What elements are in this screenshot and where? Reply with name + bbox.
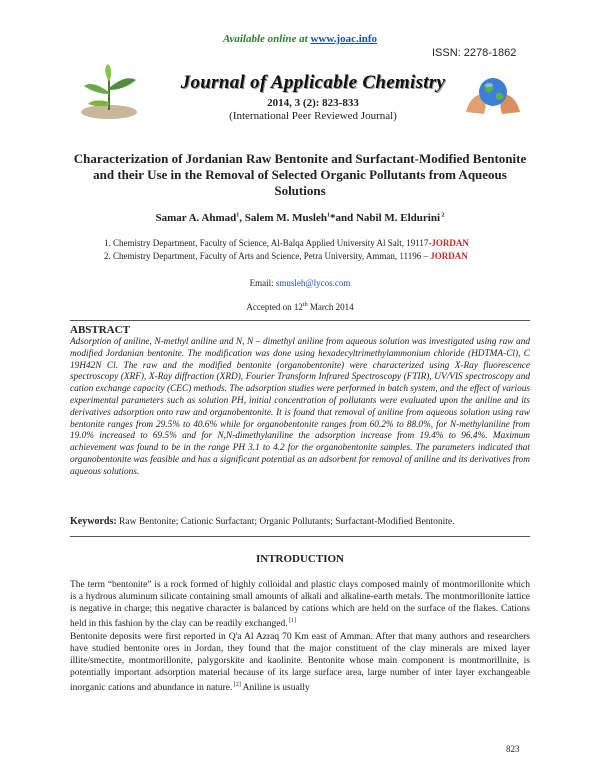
keywords-label: Keywords:: [70, 516, 117, 527]
accepted-sup: th: [302, 302, 308, 308]
review-note: (International Peer Reviewed Journal): [229, 110, 397, 122]
plant-logo-icon: [74, 62, 144, 122]
divider-bottom: [70, 536, 530, 537]
journal-url-link[interactable]: www.joac.info: [310, 33, 378, 45]
abstract-heading: ABSTRACT: [70, 324, 130, 336]
abstract-text: Adsorption of aniline, N-methyl aniline and N, N – dimethyl aniline from aqueous solution was investigated using raw and modified Jordanian bentonite. The modification was done using hexadecyltrimethylammonium chloride (HDTMA-Cl), C 19H42N Cl. The raw and the modified bentonite (organobentonite) were characterized using X-Ray fluorescence spectroscopy (XRF), X-Ray diffraction (XRD), Fourier Transform Infrared Spectroscopy (FTIR), UV/VIS spectroscopy and cation exchange capacity (CEC) methods. The adsorption studies were performed in batch system, and the effect of various experimental parameters such as solution PH, initial concentration of pollutants were evaluated upon the aniline and its derivatives adsorption onto raw and organobentonite. It is found that removal of aniline from aqueous solution using raw bentonite ranges from 29.5% to 40.6% while for organobentonite ranges from 60.2% to 88.0%, for N-methylaniline from 19.0% increased to 69.5% and for N,N-dimethylaniline the adsorption increase from 19.4% to 96.4%. Maximum achievement was found to be in the range PH 3.1 to 4.2 for the organobentonite samples. The parameters indicated that organobentonite was feasible and has a significant potential as an adsorbent for removal of aniline and its derivatives from aqueous solutions.: [70, 337, 530, 477]
page-number: 823: [506, 744, 520, 754]
introduction-heading: INTRODUCTION: [255, 553, 344, 565]
intro-p2-ref: [2]: [232, 682, 241, 689]
journal-volume: 2014, 3 (2): 823-833: [267, 97, 359, 109]
email-link[interactable]: smusleh@lycos.com: [275, 278, 351, 288]
hands-globe-icon: [462, 72, 524, 120]
availability-line: [0, 33, 600, 45]
article-title: Characterization of Jordanian Raw Bentonite and Surfactant-Modified Bentonite and their Use in the Removal of Selected Organic Pollutants from Aqueous Solutions: [73, 151, 527, 198]
affiliation-1-text: 1. Chemistry Department, Faculty of Science, Al-Balqa Applied University Al Salt, 19117-: [104, 238, 432, 248]
intro-p2-text: Bentonite deposits were first reported in Q'a Al Azraq 70 Km east of Amman. After that many authors and researchers have studied bentonite ores in Jordan, they found that the major constituent of the clay minerals are mixed layer illite/smectite, montmorillonite, palygorskite and kaolinite. Bentonite whose main component is montmorillnite, is potentially important adsorption material because of its large surface area, large number of inter layer exchangeable inorganic cations and abundance in nature.: [70, 632, 530, 694]
intro-paragraph-2: [70, 631, 530, 694]
intro-paragraph-1: [70, 579, 530, 630]
affiliation-2-country: JORDAN: [430, 251, 468, 261]
journal-title: Journal of Applicable Chemistry: [180, 72, 446, 93]
author-2-sup: 1: [326, 212, 330, 219]
email-label: Email:: [249, 278, 274, 288]
keywords-line: [70, 516, 540, 527]
accepted-date: [0, 302, 600, 312]
author-3: *and Nabil M. Eldurini: [329, 212, 441, 224]
available-prefix: Available online at: [222, 33, 308, 45]
author-1: Samar A. Ahmad: [155, 212, 237, 224]
keywords-text: Raw Bentonite; Cationic Surfactant; Organic Pollutants; Surfactant-Modified Bentonite.: [116, 517, 455, 527]
author-1-sup: 1: [236, 212, 240, 219]
author-2: , Salem M. Musleh: [239, 212, 327, 224]
affiliation-2: [104, 251, 468, 261]
affiliation-1: [104, 238, 469, 248]
intro-p1-ref: [1]: [287, 618, 297, 624]
introduction-body: [70, 579, 530, 695]
accepted-month: March 2014: [307, 302, 354, 312]
author-3-sup: 2: [440, 212, 445, 219]
issn: ISSN: 2278-1862: [432, 47, 517, 59]
accepted-text: Accepted on 12: [246, 302, 303, 312]
affiliation-1-country: JORDAN: [431, 238, 469, 248]
email-line: [0, 278, 600, 288]
affiliation-2-text: 2. Chemistry Department, Faculty of Arts and Science, Petra University, Amman, 11196 –: [104, 251, 431, 261]
authors: [70, 212, 530, 224]
divider-top: [70, 320, 530, 321]
intro-p2-tail: Aniline is usually: [240, 683, 310, 694]
intro-p1-text: The term “bentonite” is a rock formed of highly colloidal and plastic clays composed mainly of montmorillonite which is a hydrous aluminum silicate containing small amounts of alkali and alkaline-earth metals. The montmorillonite lattice is negative in charge; this negative character is balanced by cations which are held on the surface of the flakes. Cations held in this fashion by the clay can be readily exchanged.: [70, 580, 530, 630]
